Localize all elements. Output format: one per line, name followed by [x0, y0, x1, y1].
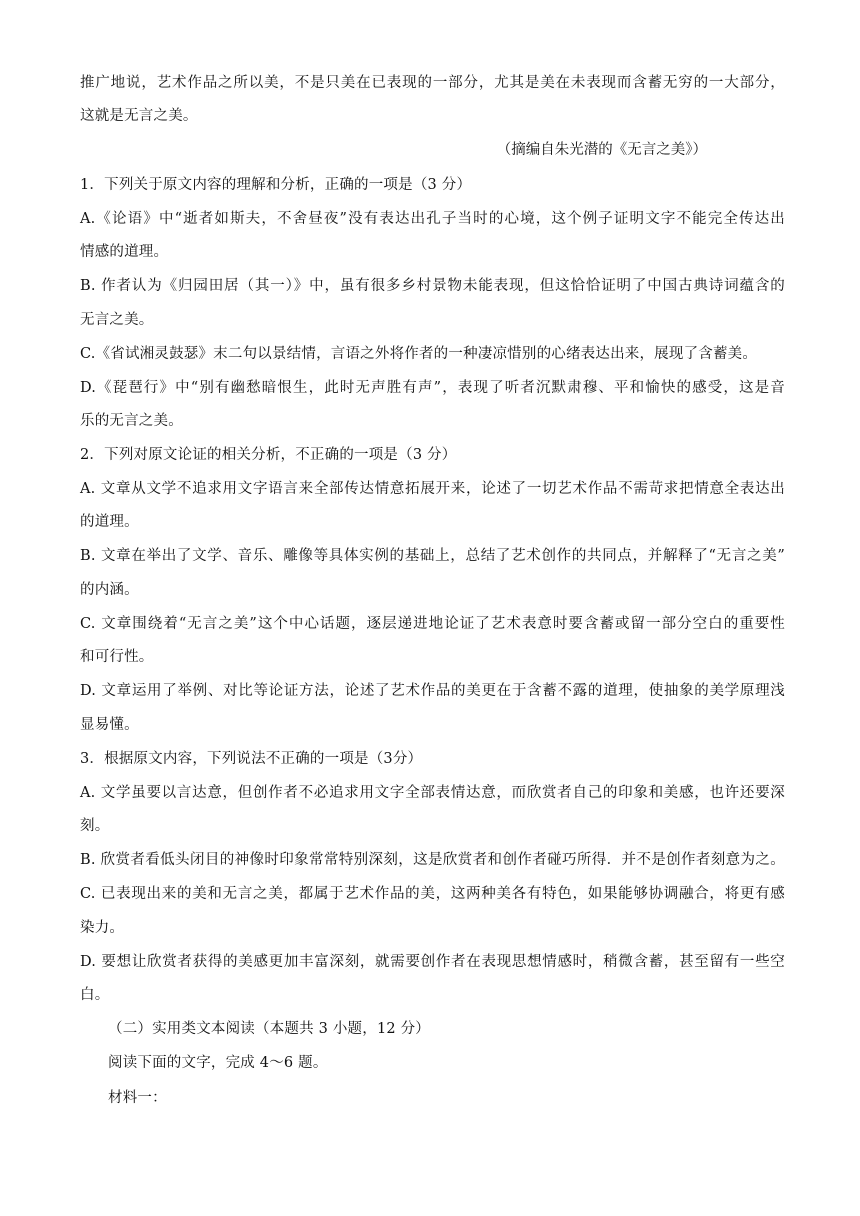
- question-1-option-c: C.《省试湘灵鼓瑟》末二句以景结情，言语之外将作者的一种凄凉惜别的心绪表达出来，展现了含蓄美。: [80, 346, 758, 362]
- section-heading: （二）实用类文本阅读（本题共 3 小题，12 分）: [108, 1021, 431, 1037]
- question-3-option-d-cont: 白。: [80, 987, 110, 1003]
- question-3-option-a: A. 文学虽要以言达意，但创作者不必追求用文字全部表情达意，而欣赏者自己的印象和美感，也许还要深: [80, 785, 785, 801]
- question-2-option-d: D. 文章运用了举例、对比等论证方法，论述了艺术作品的美更在于含蓄不露的道理，使抽象的美学原理浅: [80, 683, 785, 699]
- question-1-stem: 1．下列关于原文内容的理解和分析，正确的一项是（3 分）: [80, 177, 472, 193]
- question-2-option-d-cont: 显易懂。: [80, 717, 139, 733]
- question-3-stem: 3．根据原文内容，下列说法不正确的一项是（3分）: [80, 751, 423, 767]
- question-2-stem: 2．下列对原文论证的相关分析，不正确的一项是（3 分）: [80, 447, 457, 463]
- passage-line: 这就是无言之美。: [80, 108, 198, 124]
- question-1-option-a-cont: 情感的道理。: [80, 244, 169, 260]
- question-1-option-b: B. 作者认为《归园田居（其一）》中，虽有很多乡村景物未能表现，但这恰恰证明了中国古典诗词蕴含的: [80, 278, 785, 294]
- question-1-option-d: D.《琵琶行》中“别有幽愁暗恨生，此时无声胜有声”，表现了听者沉默肃穆、平和愉快的感受，这是音: [80, 380, 785, 396]
- passage-line: 推广地说，艺术作品之所以美，不是只美在已表现的一部分，尤其是美在未表现而含蓄无穷的一大部分，: [80, 75, 785, 91]
- question-1-option-d-cont: 乐的无言之美。: [80, 413, 183, 429]
- question-3-option-a-cont: 刻。: [80, 818, 110, 834]
- question-3-option-c: C. 已表现出来的美和无言之美，都属于艺术作品的美，这两种美各有特色，如果能够协调融合，将更有感: [80, 886, 785, 902]
- question-2-option-a-cont: 的道理。: [80, 514, 139, 530]
- question-3-option-c-cont: 染力。: [80, 920, 125, 936]
- question-2-option-c-cont: 和可行性。: [80, 649, 154, 665]
- question-1-option-b-cont: 无言之美。: [80, 312, 154, 328]
- question-3-option-b: B. 欣赏者看低头闭目的神像时印象常常特别深刻，这是欣赏者和创作者碰巧所得．并不是创作者刻意为之。: [80, 852, 785, 868]
- section-instruction: 阅读下面的文字，完成 4～6 题。: [108, 1055, 328, 1071]
- question-2-option-b: B. 文章在举出了文学、音乐、雕像等具体实例的基础上，总结了艺术创作的共同点，并解释了“无言之美”: [80, 548, 785, 564]
- question-2-option-c: C. 文章围绕着“无言之美”这个中心话题，逐层递进地论证了艺术表意时要含蓄或留一部分空白的重要性: [80, 616, 785, 632]
- question-3-option-d: D. 要想让欣赏者获得的美感更加丰富深刻，就需要创作者在表现思想情感时，稍微含蓄，甚至留有一些空: [80, 954, 785, 970]
- material-label: 材料一：: [108, 1090, 167, 1106]
- question-2-option-b-cont: 的内涵。: [80, 582, 139, 598]
- question-2-option-a: A. 文章从文学不追求用文字语言来全部传达情意拓展开来，论述了一切艺术作品不需苛求把情意全表达出: [80, 481, 785, 497]
- passage-source: （摘编自朱光潜的《无言之美》）: [496, 142, 707, 158]
- question-1-option-a: A.《论语》中“逝者如斯夫，不舍昼夜”没有表达出孔子当时的心境，这个例子证明文字不能完全传达出: [80, 211, 785, 227]
